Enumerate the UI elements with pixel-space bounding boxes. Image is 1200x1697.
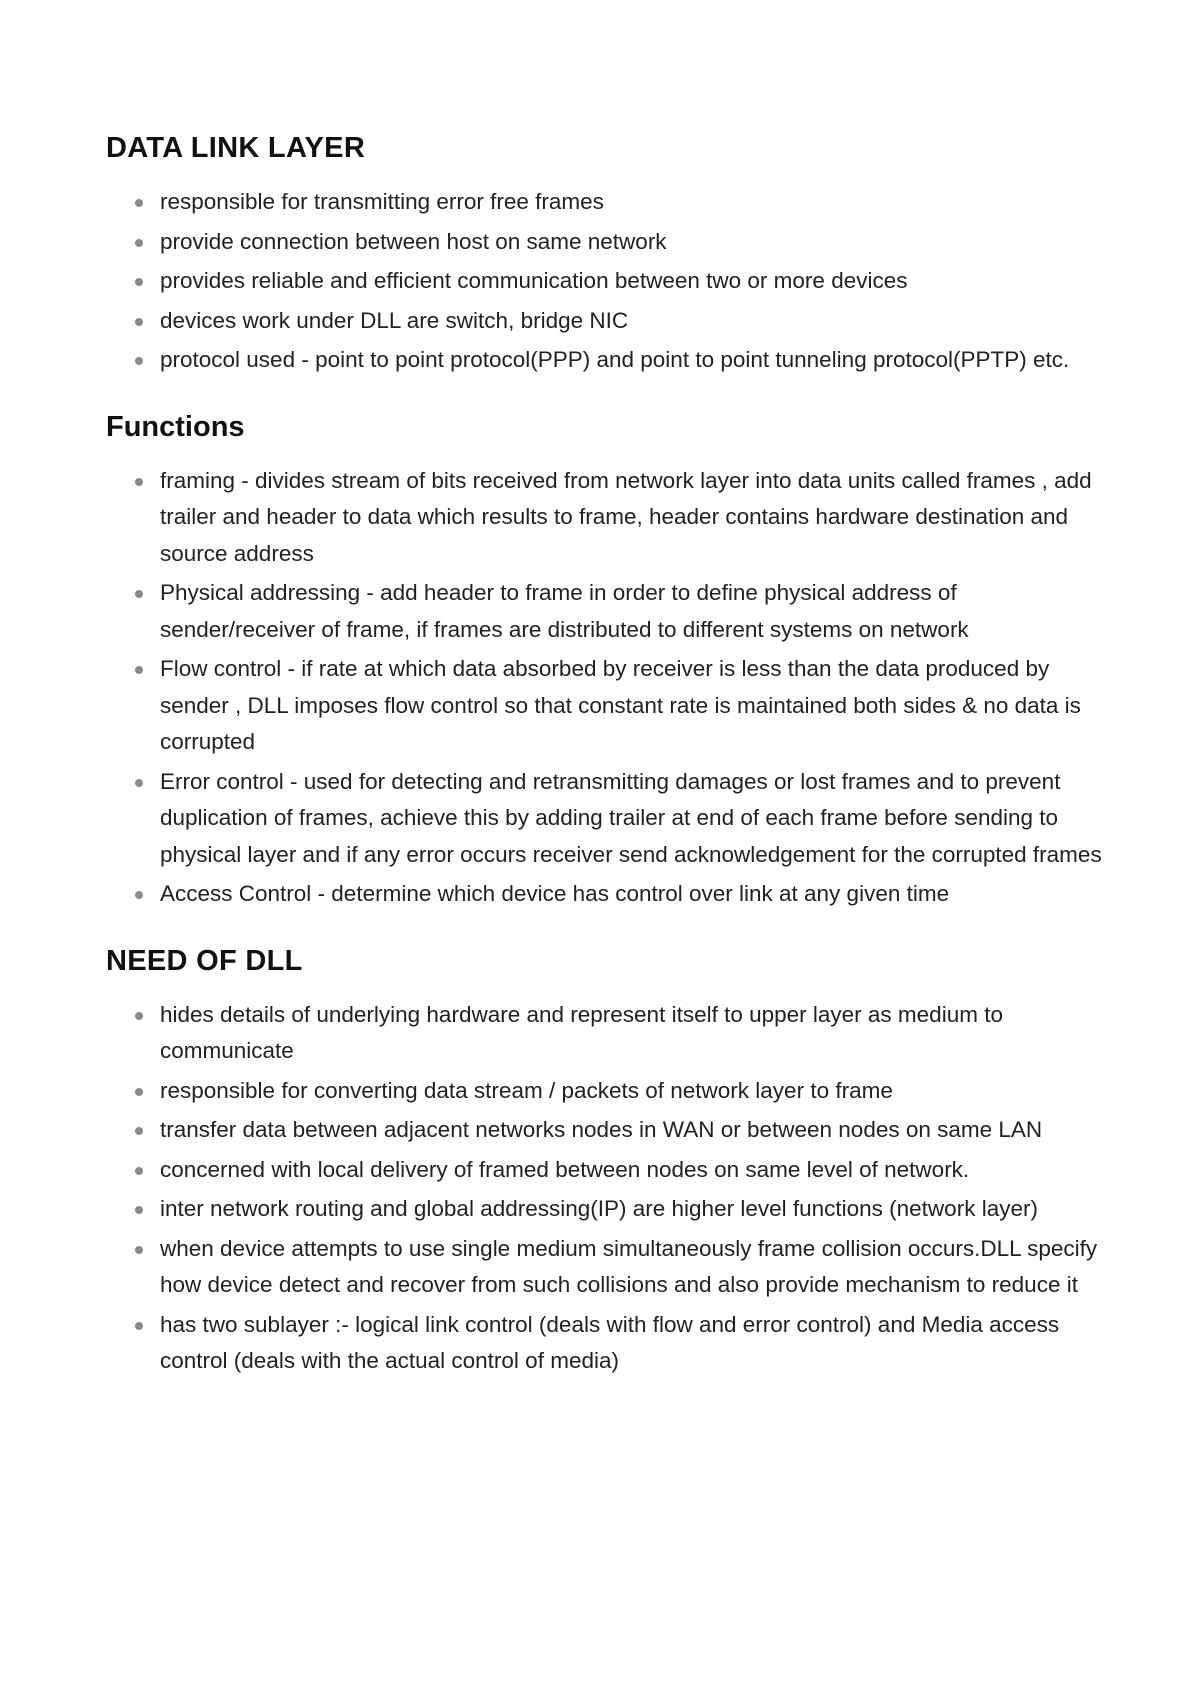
section-heading-functions: Functions	[106, 410, 245, 443]
list-item: protocol used - point to point protocol(PPP) and point to point tunneling protocol(PPTP) etc.	[106, 342, 1106, 379]
list-item: provides reliable and efficient communication between two or more devices	[106, 263, 1106, 300]
list-item: devices work under DLL are switch, bridge NIC	[106, 303, 1106, 340]
list-item: responsible for converting data stream / packets of network layer to frame	[106, 1073, 1106, 1110]
bullet-list-data-link-layer	[106, 184, 1106, 379]
list-item: transfer data between adjacent networks nodes in WAN or between nodes on same LAN	[106, 1112, 1106, 1149]
list-item: when device attempts to use single medium simultaneously frame collision occurs.DLL specify how device detect and recover from such collisions and also provide mechanism to reduce it	[106, 1231, 1106, 1304]
section-heading-data-link-layer: DATA LINK LAYER	[106, 132, 366, 164]
list-item: Access Control - determine which device has control over link at any given time	[106, 876, 1106, 913]
document-page	[106, 128, 1106, 1380]
bullet-list-need-of-dll	[106, 997, 1106, 1380]
list-item: responsible for transmitting error free frames	[106, 184, 1106, 221]
list-item: inter network routing and global addressing(IP) are higher level functions (network layer)	[106, 1191, 1106, 1228]
list-item: Flow control - if rate at which data absorbed by receiver is less than the data produced by sender , DLL imposes flow control so that constant rate is maintained both sides & no data is corrupted	[106, 651, 1106, 761]
list-item: has two sublayer :- logical link control (deals with flow and error control) and Media access control (deals with the actual control of media)	[106, 1307, 1106, 1380]
list-item: Physical addressing - add header to frame in order to define physical address of sender/receiver of frame, if frames are distributed to different systems on network	[106, 575, 1106, 648]
list-item: provide connection between host on same network	[106, 224, 1106, 261]
section-heading-need-of-dll: NEED OF DLL	[106, 944, 303, 977]
list-item: concerned with local delivery of framed between nodes on same level of network.	[106, 1152, 1106, 1189]
bullet-list-functions	[106, 463, 1106, 913]
list-item: Error control - used for detecting and retransmitting damages or lost frames and to prevent duplication of frames, achieve this by adding trailer at end of each frame before sending to physical layer and if any error occurs receiver send acknowledgement for the corrupted frames	[106, 764, 1106, 874]
list-item: hides details of underlying hardware and represent itself to upper layer as medium to communicate	[106, 997, 1106, 1070]
list-item: framing - divides stream of bits received from network layer into data units called frames , add trailer and header to data which results to frame, header contains hardware destination and source address	[106, 463, 1106, 573]
